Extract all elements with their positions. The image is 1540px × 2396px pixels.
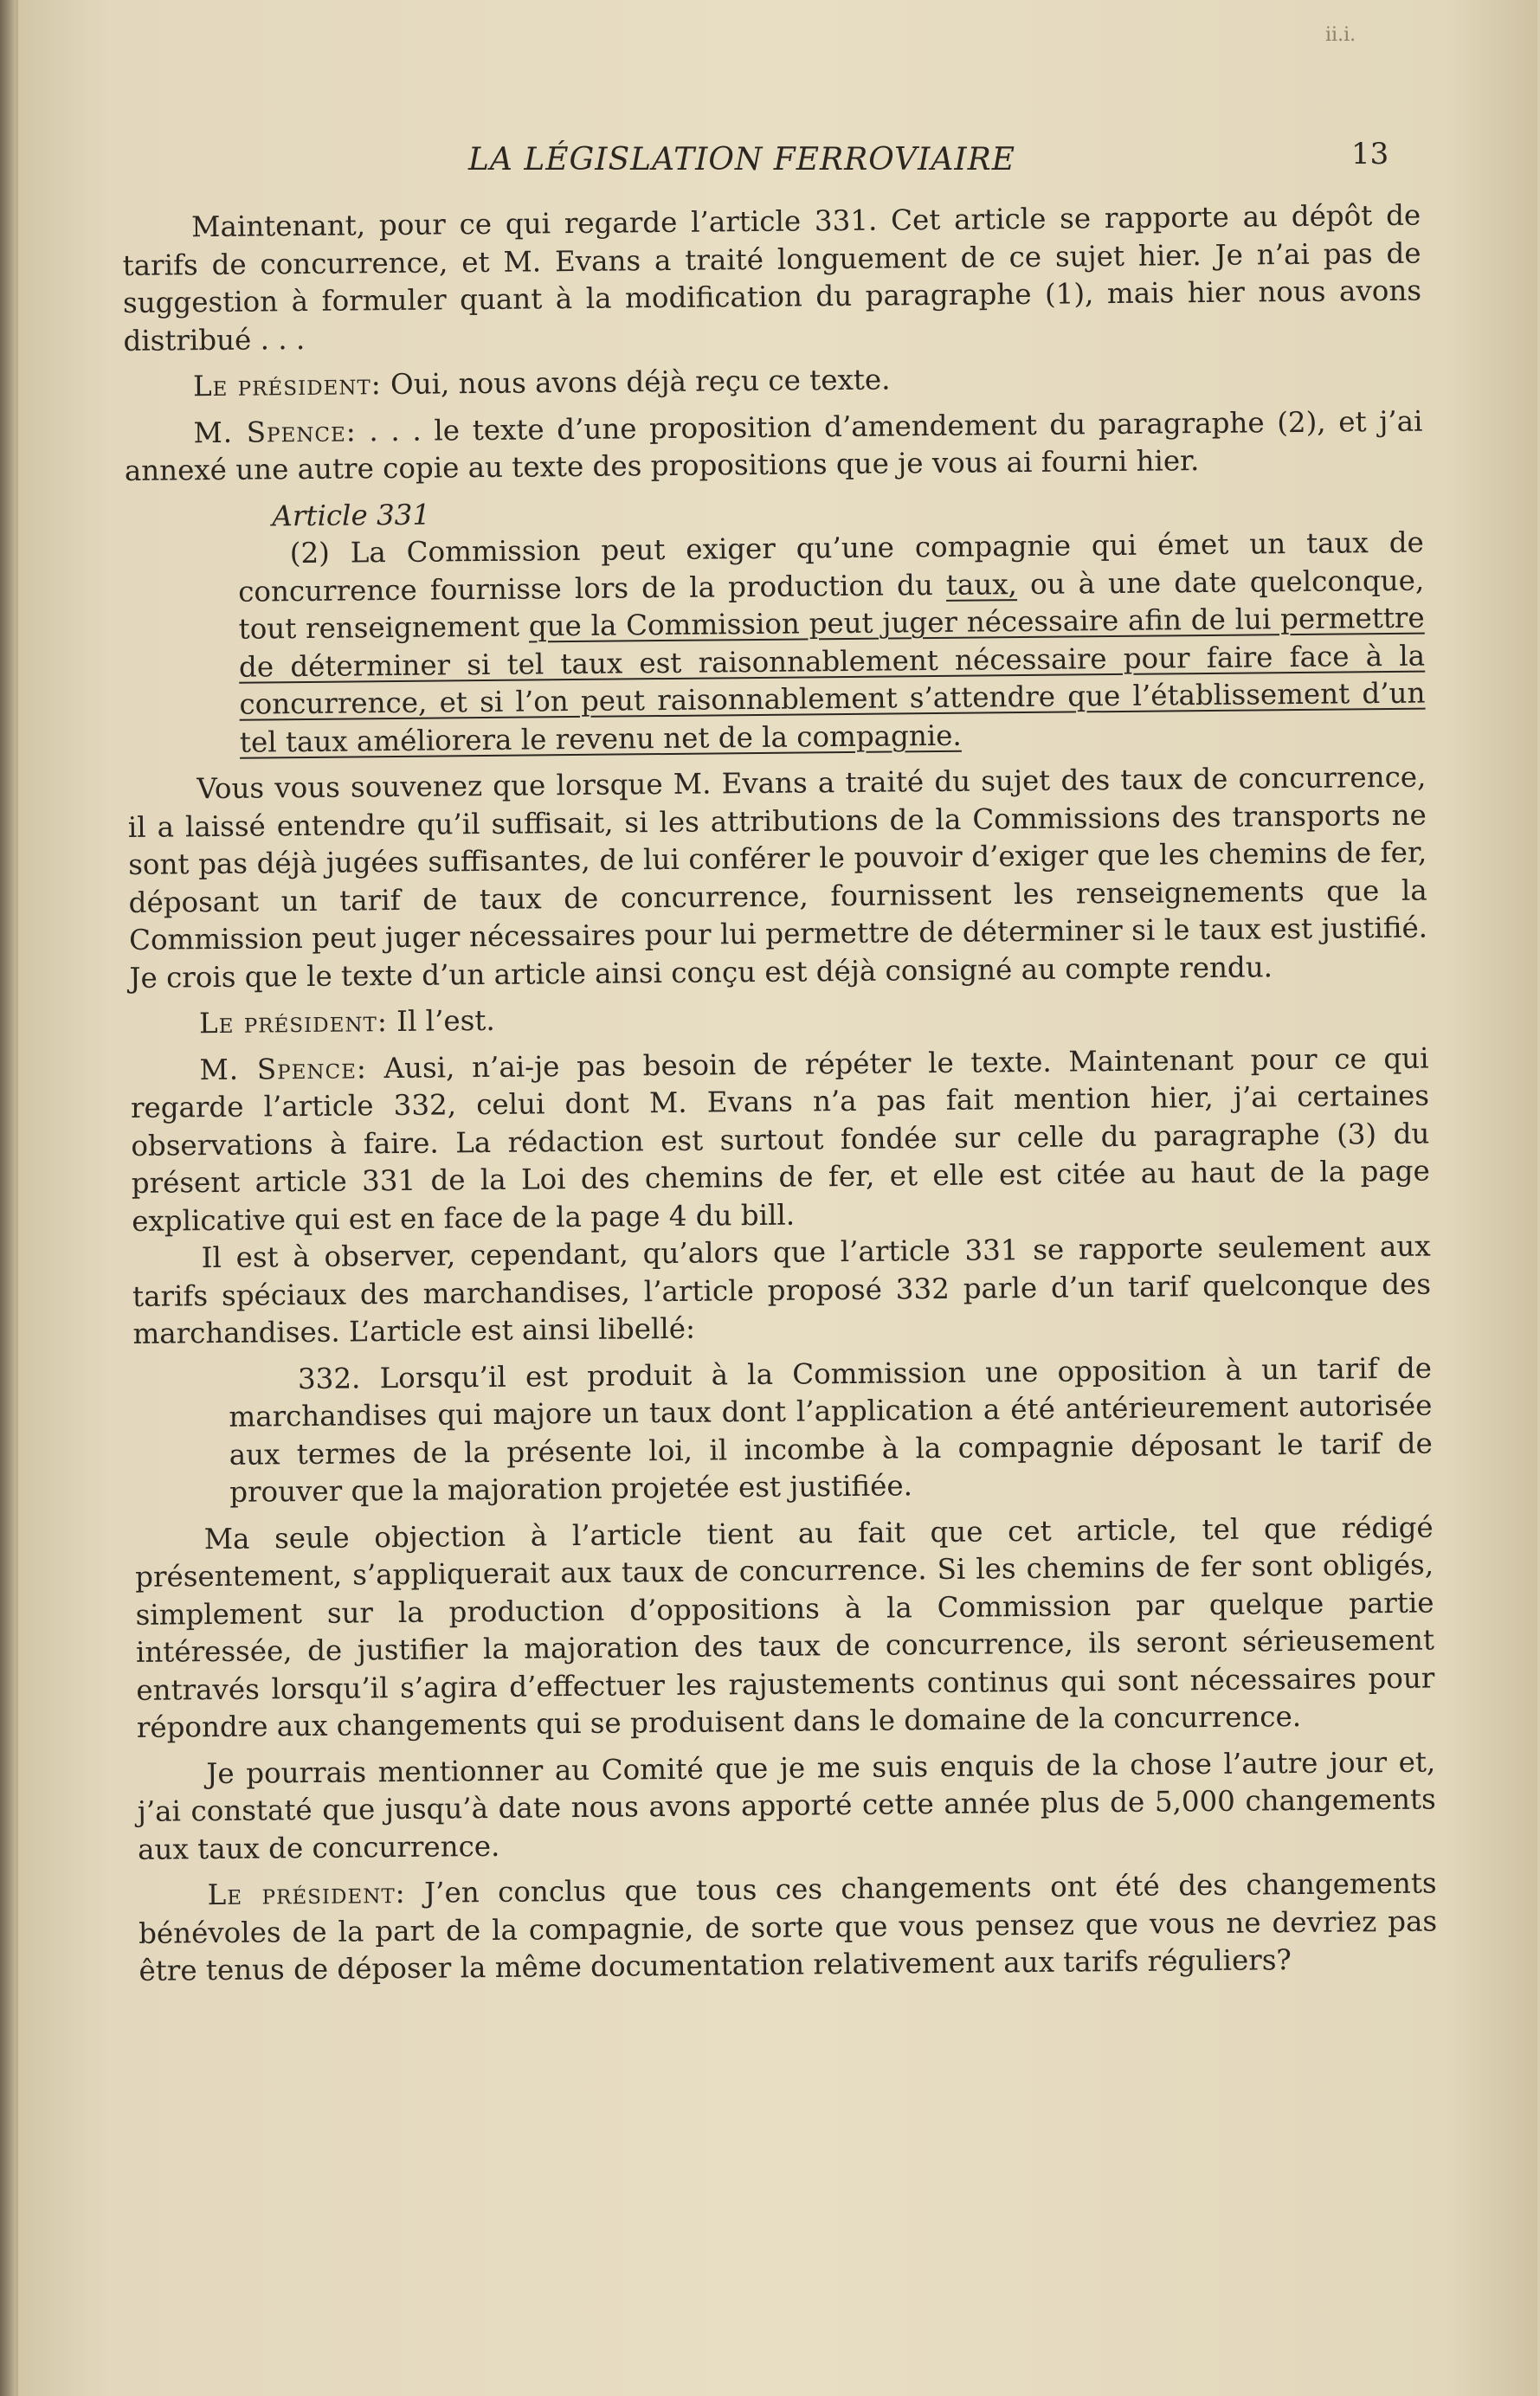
paragraph-4: Vous vous souvenez que lorsque M. Evans a traité du sujet des taux de concurrence, il a laissé entendre qu’il suffisait, si les attributions de la Commissions des transports ne sont pas déjà jugées suffisantes, de lui conférer le pouvoir d’exiger que les chemins de fer, déposant un tarif de taux de concurrence, fournissent les renseignements que la Commission peut juger nécessaires pour lui permettre de déterminer si le taux est justifié. Je crois que le texte d’un article ainsi conçu est déjà consigné au compte rendu. [127, 760, 1428, 995]
paragraph-7: Il est à observer, cependant, qu’alors que l’article 331 se rapporte seulement aux tarifs spéciaux des marchandises, l’article proposé 332 parle d’un tarif quelconque des marchandises. L’article est ainsi libellé: [132, 1229, 1432, 1350]
quote-title: Article 331 [272, 498, 431, 532]
speaker-spence: M. Spence: [193, 414, 357, 449]
article-332-quote [229, 1349, 1434, 1511]
paragraph-5-text: Il l’est. [387, 1003, 495, 1039]
paragraph-10-text: J’en conclus que tous ces changements ont été des changements bénévoles de la part de la compagnie, de sorte que vous pensez que vous ne devriez pas être tenus de déposer la même documentation relativement aux tarifs réguliers? [138, 1866, 1438, 1987]
paragraph-10 [138, 1865, 1437, 1991]
quote-underline-2: que la Commission peut juger nécessaire afin de lui permettre de déterminer si tel taux est raisonnablement nécessaire pour faire face à la concurrence, et si l’on peut raisonnablement s’attendre que l’établissement d’un tel taux améliorera le revenu net de la compagnie. [238, 601, 1426, 759]
quote-part-2: ou à une date quelconque, tout renseignement [238, 564, 1425, 646]
speaker-spence: M. Spence: [199, 1051, 368, 1086]
speaker-president: Le président: [198, 1005, 388, 1040]
paragraph-6-text: Ausi, n’ai-je pas besoin de répéter le texte. Maintenant pour ce qui regarde l’article 332, celui dont M. Evans n’a pas fait mention hier, j’ai certaines observations à faire. La rédaction est surtout fondée sur celle du paragraphe (3) du présent article 331 de la Loi des chemins de fer, et elle est citée au haut de la page explicative qui est en face de la page 4 du bill. [130, 1041, 1430, 1238]
page-body [122, 197, 1438, 2000]
paragraph-2 [124, 357, 1422, 407]
speaker-president: Le président: [207, 1876, 406, 1912]
quote-underline-1: taux, [945, 567, 1018, 602]
paragraph-1: Maintenant, pour ce qui regarde l’article 331. Cet article se rapporte au dépôt de tarifs de concurrence, et M. Evans a traité longuement de ce sujet hier. Je n’ai pas de suggestion à formuler quant à la modification du paragraphe (1), mais hier nous avons distribué . . . [122, 198, 1422, 357]
paragraph-9: Je pourrais mentionner au Comité que je me suis enquis de la chose l’autre jour et, j’ai constaté que jusqu’à date nous avons apporté cette année plus de 5,000 changements aux taux de concurrence. [137, 1745, 1436, 1866]
page-number: 13 [1351, 137, 1389, 171]
paragraph-2-text: Oui, nous avons déjà reçu ce texte. [381, 363, 891, 402]
paragraph-3-text: . . . le texte d’une proposition d’amendement du paragraphe (2), et j’ai annexé une autre copie au texte des propositions que je vous ai fourni hier. [124, 404, 1423, 487]
running-head: LA LÉGISLATION FERROVIAIRE [468, 142, 1015, 177]
quote-2-paragraph: 332. Lorsqu’il est produit à la Commission une opposition à un tarif de marchandises qui majore un taux dont l’application a été antérieurement autorisée aux termes de la présente loi, il incombe à la compagnie déposant le tarif de prouver que la majoration projetée est justifiée. [229, 1351, 1433, 1509]
quote-paragraph [238, 525, 1426, 762]
paragraph-6 [130, 1040, 1430, 1240]
paragraph-8: Ma seule objection à l’article tient au fait que cet article, tel que rédigé présentement, s’appliquerait aux taux de concurrence. Si les chemins de fer sont obligés, simplement sur la production d’oppositions à la Commission par quelque partie intéressée, de justifier la majoration des taux de concurrence, ils seront sérieusement entravés lorsqu’il s’agira d’effectuer les rajustements continus qui sont nécessaires pour répondre aux changements qui se produisent dans le domaine de la concurrence. [134, 1510, 1435, 1744]
speaker-president: Le président: [192, 368, 382, 403]
binding-edge [0, 0, 16, 2396]
corner-mark: ii.i. [1325, 24, 1356, 46]
paragraph-3 [124, 403, 1423, 490]
quote-part-1: (2) La Commission peut exiger qu’une compagnie qui émet un taux de concurrence fournisse lors de la production du [238, 525, 1424, 609]
document-page [16, 0, 1537, 2396]
paragraph-5 [130, 994, 1428, 1044]
article-331-quote [237, 486, 1426, 762]
